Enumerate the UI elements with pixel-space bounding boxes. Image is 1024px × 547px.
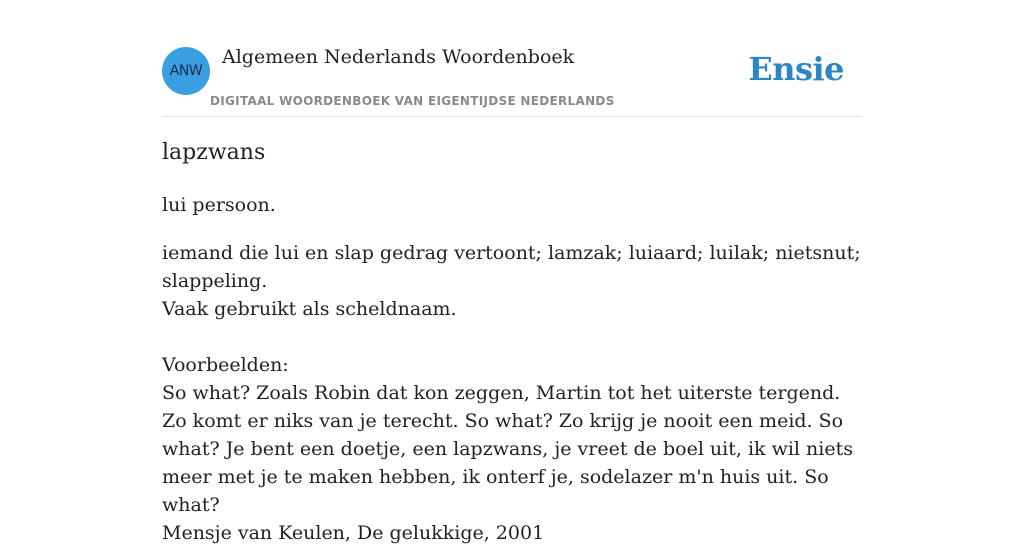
site-title[interactable]: Algemeen Nederlands Woordenboek bbox=[222, 46, 575, 68]
example-source: Mensje van Keulen, De gelukkige, 2001 bbox=[162, 522, 545, 544]
definition-line: iemand die lui en slap gedrag vertoont; lamzak; luiaard; luilak; nietsnut; slappeling. bbox=[162, 242, 861, 292]
example-quote: So what? Zoals Robin dat kon zeggen, Martin tot het uiterste tergend. Zo komt er niks van je terecht. So what? Zo krijg je nooit een meid. So what? Je bent een doetje, een lapzwans, je vreet de boel uit, ik wil niets meer met je te maken hebben, ik onterf je, sodelazer m'n huis uit. So what? bbox=[162, 382, 853, 516]
anw-logo[interactable] bbox=[162, 47, 210, 95]
short-definition: lui persoon. bbox=[162, 194, 276, 216]
site-subtitle: DIGITAAL WOORDENBOEK VAN EIGENTIJDSE NEDERLANDS bbox=[210, 94, 615, 108]
page-container bbox=[162, 0, 862, 544]
definition-note: Vaak gebruikt als scheldnaam. bbox=[162, 298, 457, 320]
long-definition bbox=[162, 239, 862, 547]
logo-text: ANW bbox=[169, 63, 203, 79]
entry-word-title: lapzwans bbox=[162, 140, 266, 165]
examples-label: Voorbeelden: bbox=[162, 354, 289, 376]
site-header bbox=[162, 0, 862, 117]
ensie-brand-logo[interactable]: Ensie bbox=[748, 50, 844, 88]
spacer bbox=[162, 323, 862, 351]
